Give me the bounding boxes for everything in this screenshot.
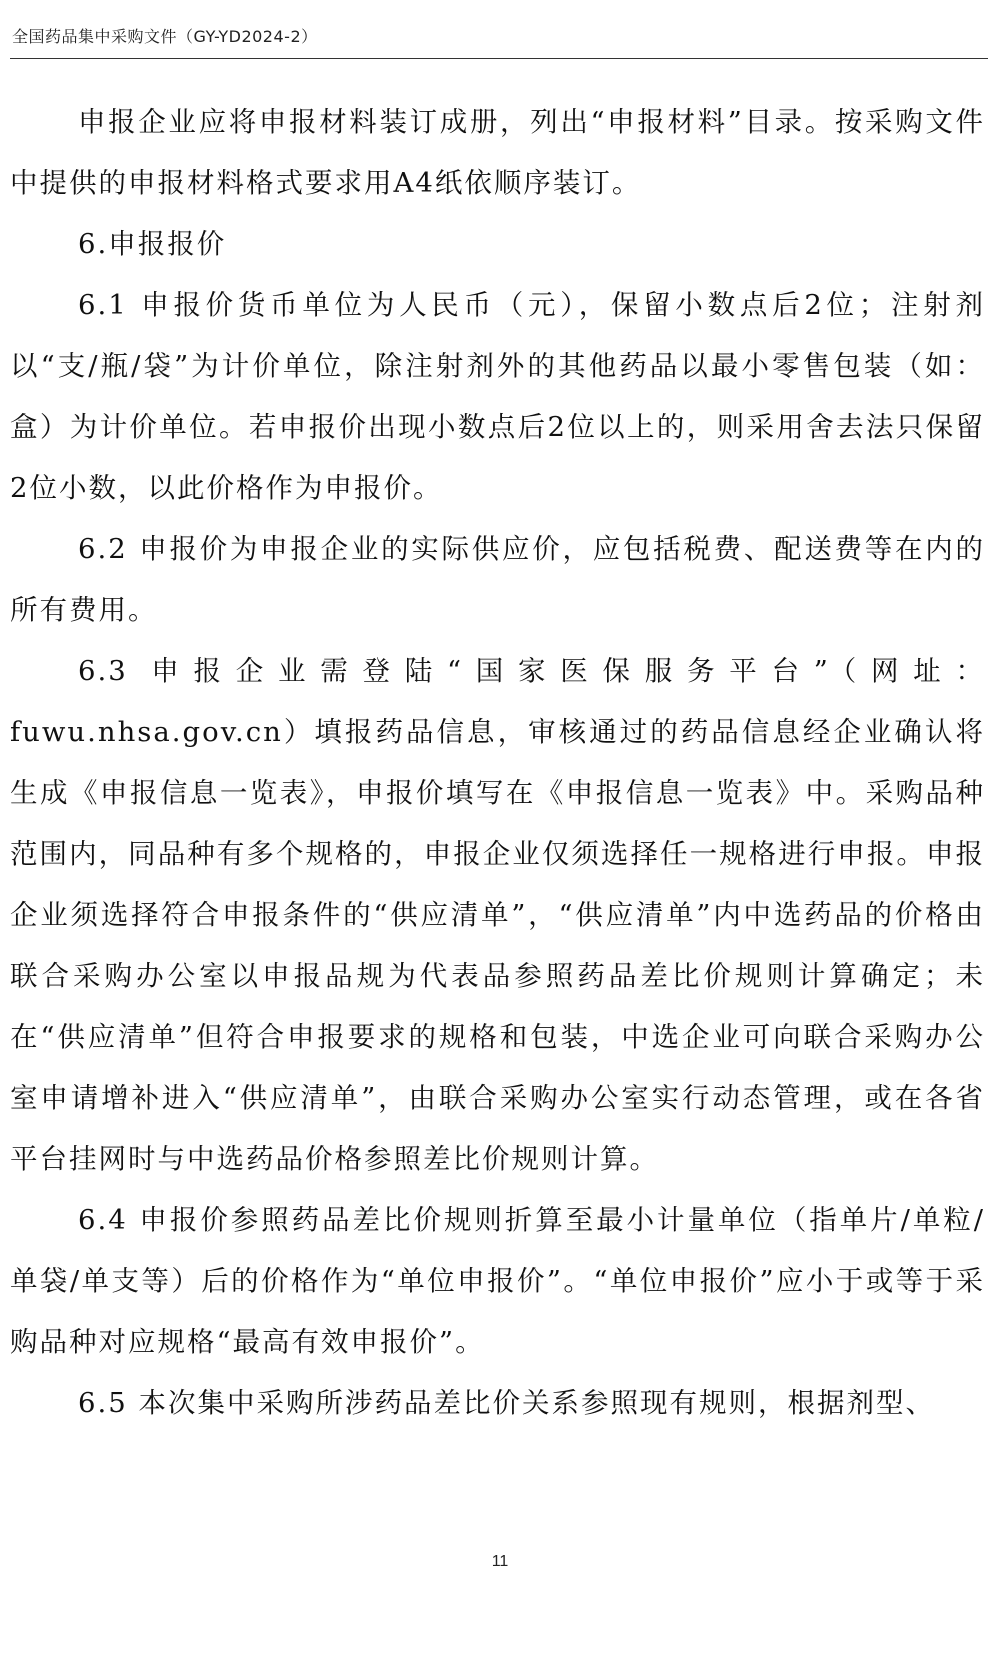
paragraph-6-1: 6.1 申报价货币单位为人民币（元），保留小数点后2位；注射剂以“支/瓶/袋”为计价单位，除注射剂外的其他药品以最小零售包装（如：盒）为计价单位。若申报价出现小数点后2位以上的，则采用舍去法只保留2位小数，以此价格作为申报价。	[10, 289, 985, 504]
paragraph-binding-instructions: 申报企业应将申报材料装订成册，列出“申报材料”目录。按采购文件中提供的申报材料格式要求用A4纸依顺序装订。	[10, 106, 985, 199]
paragraph-6-3: 6.3 申报企业需登陆“国家医保服务平台”（网址：fuwu.nhsa.gov.cn）填报药品信息，审核通过的药品信息经企业确认将生成《申报信息一览表》，申报价填写在《申报信息一览表》中。采购品种范围内，同品种有多个规格的，申报企业仅须选择任一规格进行申报。申报企业须选择符合申报条件的“供应清单”，“供应清单”内中选药品的价格由联合采购办公室以申报品规为代表品参照药品差比价规则计算确定；未在“供应清单”但符合申报要求的规格和包装，中选企业可向联合采购办公室申请增补进入“供应清单”，由联合采购办公室实行动态管理，或在各省平台挂网时与中选药品价格参照差比价规则计算。	[10, 655, 985, 1175]
paragraph-6-2: 6.2 申报价为申报企业的实际供应价，应包括税费、配送费等在内的所有费用。	[10, 533, 985, 626]
header-divider	[10, 58, 988, 59]
paragraph-6-5: 6.5 本次集中采购所涉药品差比价关系参照现有规则，根据剂型、	[78, 1387, 935, 1419]
section-heading-declared-price: 6.申报报价	[78, 228, 227, 260]
running-header: 全国药品集中采购文件（GY-YD2024-2）	[12, 27, 318, 46]
paragraph-6-4: 6.4 申报价参照药品差比价规则折算至最小计量单位（指单片/单粒/单袋/单支等）后的价格作为“单位申报价”。“单位申报价”应小于或等于采购品种对应规格“最高有效申报价”。	[10, 1204, 985, 1358]
document-body	[10, 92, 985, 1434]
page-number: 11	[491, 1553, 509, 1570]
